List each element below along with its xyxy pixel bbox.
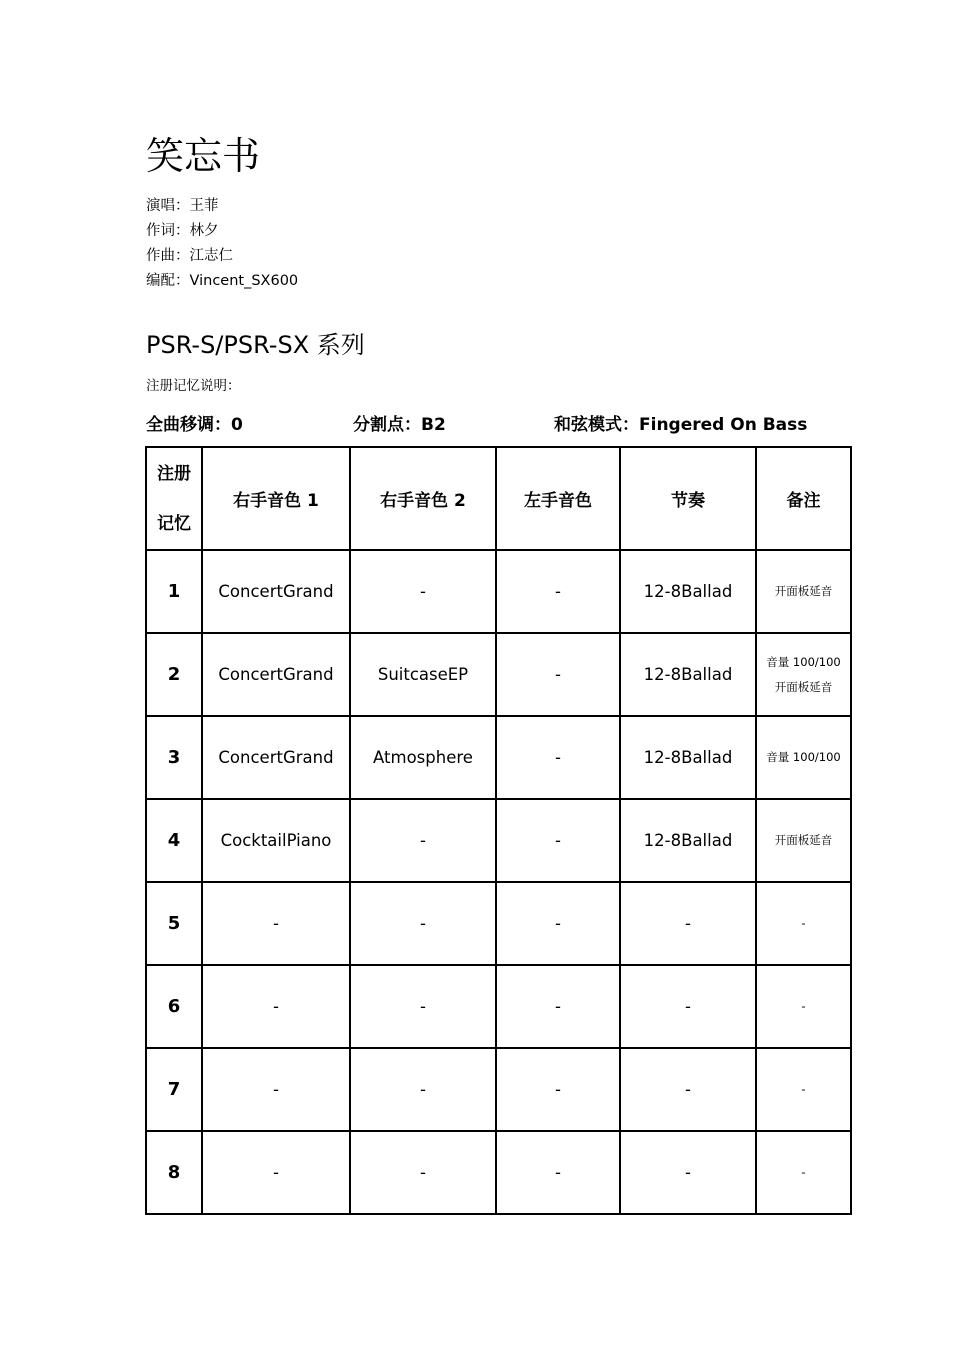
chord-mode-setting: 和弦模式：Fingered On Bass (554, 415, 808, 435)
registration-table (145, 446, 852, 1215)
rhythm-cell: 12-8Ballad (620, 799, 756, 882)
table-row (146, 716, 851, 799)
arranger-credit: 编配：Vincent_SX600 (146, 273, 299, 289)
registration-number: 4 (146, 799, 202, 882)
header-registration-line1: 注册 (157, 463, 191, 484)
remark-cell (756, 716, 851, 799)
rhythm-cell: 12-8Ballad (620, 550, 756, 633)
right-voice-2-cell: - (350, 965, 496, 1048)
series-title: PSR-S/PSR-SX 系列 (146, 331, 365, 359)
remark-cell (756, 633, 851, 716)
table-row (146, 799, 851, 882)
table-row (146, 1131, 851, 1214)
song-credits (146, 196, 298, 296)
table-row (146, 965, 851, 1048)
table-row (146, 882, 851, 965)
right-voice-1-cell: - (202, 965, 350, 1048)
header-left-voice: 左手音色 (496, 447, 620, 550)
remark-line: - (801, 1082, 806, 1096)
right-voice-1-cell: ConcertGrand (202, 716, 350, 799)
registration-number: 5 (146, 882, 202, 965)
right-voice-1-cell: - (202, 882, 350, 965)
remark-cell (756, 882, 851, 965)
left-voice-cell: - (496, 550, 620, 633)
left-voice-cell: - (496, 716, 620, 799)
remark-line: 音量 100/100 (766, 654, 841, 669)
remark-cell (756, 1131, 851, 1214)
rhythm-cell: - (620, 1048, 756, 1131)
global-settings (146, 410, 849, 434)
remark-cell (756, 550, 851, 633)
registration-number: 3 (146, 716, 202, 799)
left-voice-cell: - (496, 882, 620, 965)
registration-number: 6 (146, 965, 202, 1048)
registration-number: 2 (146, 633, 202, 716)
right-voice-2-cell: Atmosphere (350, 716, 496, 799)
left-voice-cell: - (496, 799, 620, 882)
remark-cell (756, 965, 851, 1048)
remark-line: - (801, 1165, 806, 1179)
table-row (146, 633, 851, 716)
header-right-voice-1: 右手音色 1 (202, 447, 350, 550)
left-voice-cell: - (496, 965, 620, 1048)
table-row (146, 550, 851, 633)
right-voice-1-cell: CocktailPiano (202, 799, 350, 882)
right-voice-2-cell: - (350, 550, 496, 633)
remark-line: 开面板延音 (774, 584, 833, 598)
rhythm-cell: - (620, 882, 756, 965)
header-registration-line2: 记忆 (157, 513, 191, 534)
remark-line: - (801, 999, 806, 1013)
split-point-setting: 分割点：B2 (353, 415, 446, 435)
registration-number: 7 (146, 1048, 202, 1131)
registration-note: 注册记忆说明： (146, 378, 241, 394)
transpose-setting: 全曲移调：0 (146, 415, 243, 435)
remark-cell (756, 799, 851, 882)
right-voice-2-cell: - (350, 882, 496, 965)
table-row (146, 1048, 851, 1131)
table-header-row (146, 447, 851, 550)
rhythm-cell: - (620, 1131, 756, 1214)
right-voice-1-cell: - (202, 1131, 350, 1214)
right-voice-1-cell: ConcertGrand (202, 550, 350, 633)
right-voice-2-cell: - (350, 1048, 496, 1131)
right-voice-2-cell: - (350, 1131, 496, 1214)
left-voice-cell: - (496, 1048, 620, 1131)
remark-line: 开面板延音 (774, 679, 833, 694)
remark-line: 音量 100/100 (766, 750, 841, 764)
rhythm-cell: - (620, 965, 756, 1048)
left-voice-cell: - (496, 1131, 620, 1214)
header-rhythm: 节奏 (620, 447, 756, 550)
right-voice-1-cell: - (202, 1048, 350, 1131)
header-right-voice-2: 右手音色 2 (350, 447, 496, 550)
rhythm-cell: 12-8Ballad (620, 633, 756, 716)
remark-line: 开面板延音 (774, 833, 833, 847)
left-voice-cell: - (496, 633, 620, 716)
header-registration (146, 447, 202, 550)
rhythm-cell: 12-8Ballad (620, 716, 756, 799)
remark-cell (756, 1048, 851, 1131)
remark-line: - (801, 916, 806, 930)
composer-credit: 作曲：江志仁 (146, 248, 233, 264)
right-voice-2-cell: SuitcaseEP (350, 633, 496, 716)
header-remarks: 备注 (756, 447, 851, 550)
song-title: 笑忘书 (146, 134, 261, 178)
singer-credit: 演唱：王菲 (146, 198, 219, 214)
registration-number: 8 (146, 1131, 202, 1214)
registration-number: 1 (146, 550, 202, 633)
right-voice-1-cell: ConcertGrand (202, 633, 350, 716)
lyricist-credit: 作词：林夕 (146, 223, 219, 239)
right-voice-2-cell: - (350, 799, 496, 882)
